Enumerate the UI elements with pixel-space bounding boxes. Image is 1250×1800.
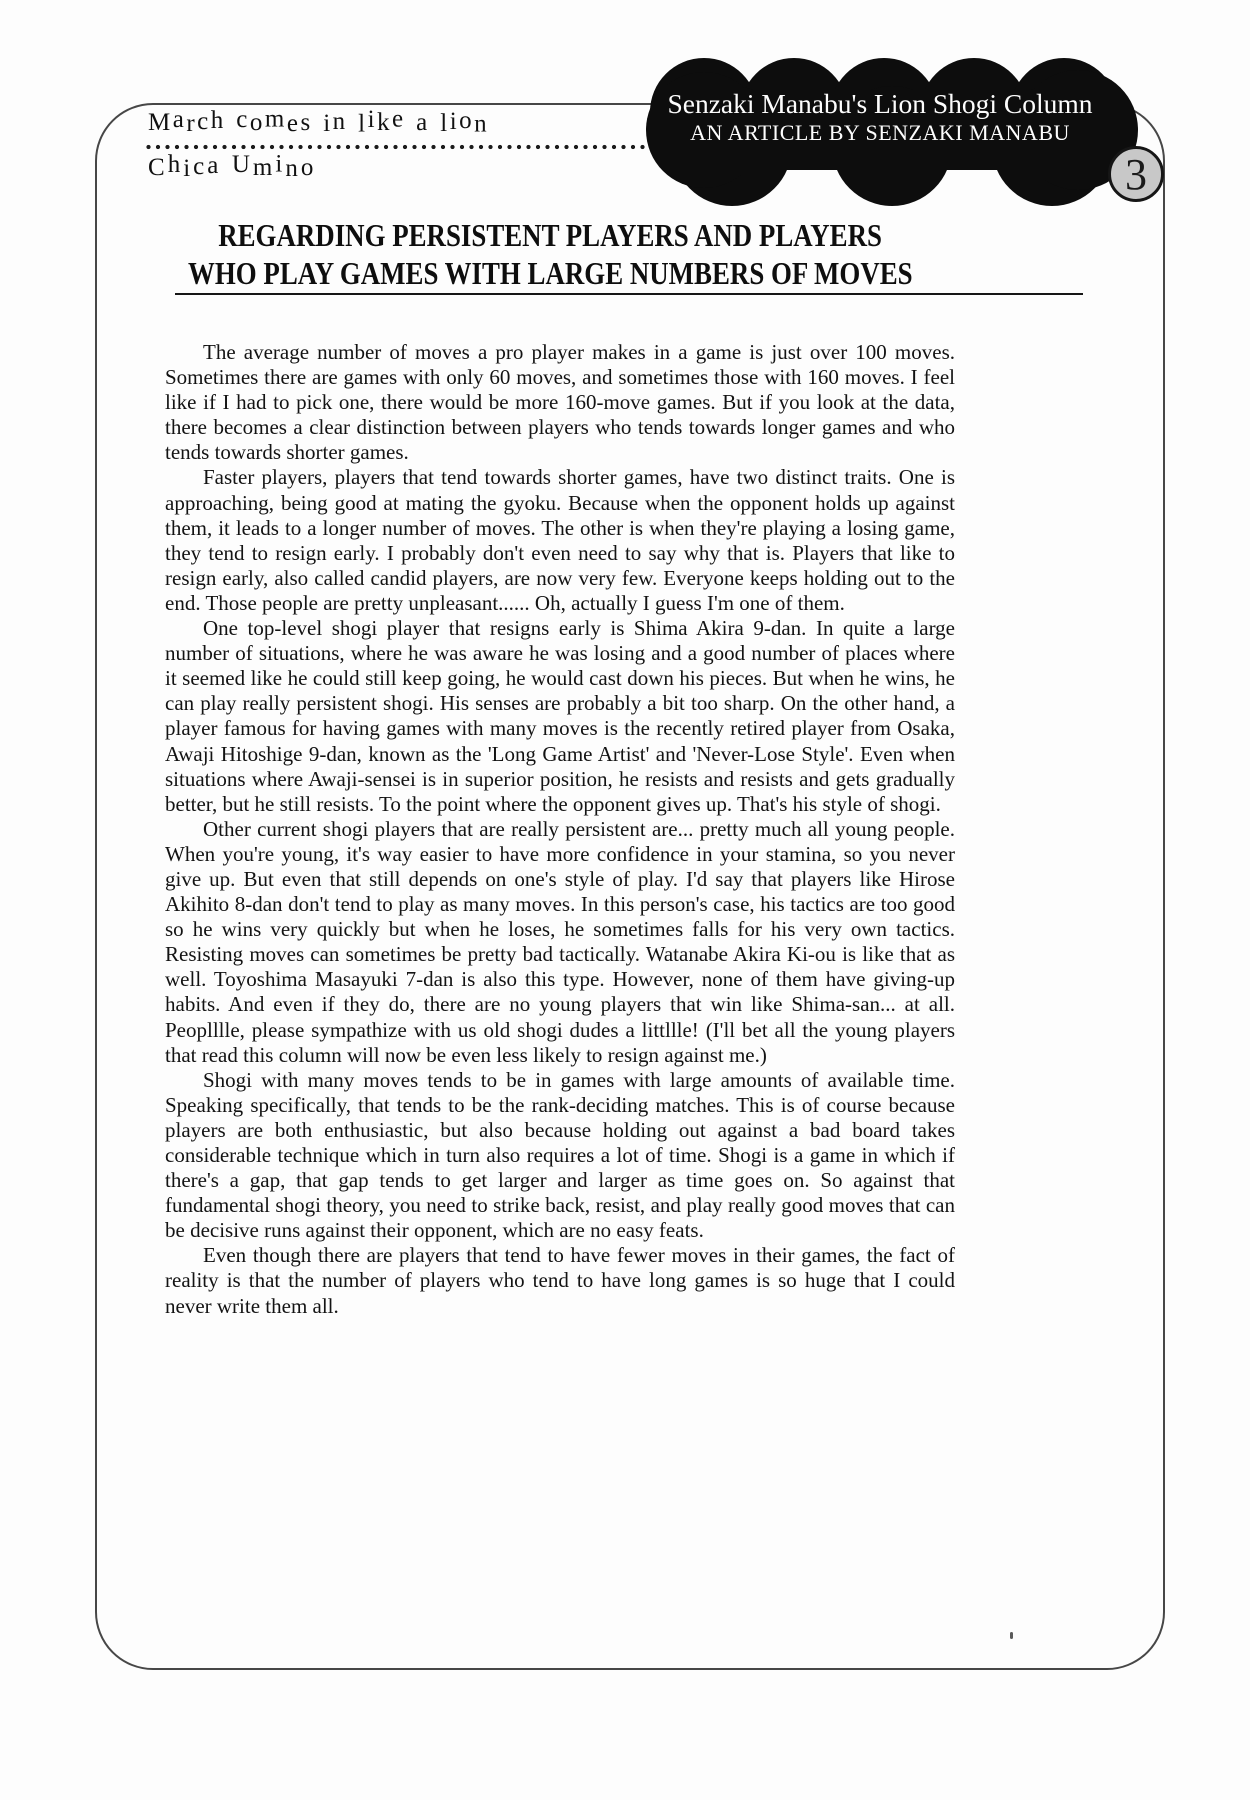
- badge-subtitle: AN ARTICLE BY SENZAKI MANABU: [690, 120, 1070, 145]
- paragraph-4: Other current shogi players that are really persistent are... pretty much all young people. When you're young, it's way easier to have more confidence in your stamina, so you never give up. But even that still depends on one's style of play. I'd say that players like Hirose Akihito 8-dan don't tend to play as many moves. In this person's case, his tactics are too good so he wins very quickly but when he loses, he sometimes falls for his very own tactics. Resisting moves can sometimes be pretty bad tactically. Watanabe Akira Ki-ou is like that as well. Toyoshima Masayuki 7-dan is also this type. However, none of them have giving-up habits. And even if they do, there are no young players that win like Shima-san... at all. Peoplllle, please sympathize with us old shogi dudes a littllle! (I'll bet all the young players that read this column will now be even less likely to resign against me.): [165, 816, 955, 1067]
- paragraph-6: Even though there are players that tend to have fewer moves in their games, the fact of reality is that the number of players who tend to have long games is so huge that I could never write them all.: [165, 1243, 955, 1318]
- print-speck: [1010, 1632, 1013, 1639]
- article-title: [110, 216, 990, 292]
- column-badge: [650, 88, 1110, 146]
- paragraph-5: Shogi with many moves tends to be in games with large amounts of available time. Speaking specifically, that tends to be the rank-deciding matches. This is of course because players are both enthusiastic, but also because holding out against a bad board takes considerable technique which in turn also requires a lot of time. Shogi is a game in which if there's a gap, that gap tends to get larger and larger as time goes on. So against that fundamental shogi theory, you need to strike back, resist, and play really good moves that can be decisive runs against their opponent, which are no easy feats.: [165, 1067, 955, 1243]
- series-title: March comes in like a lion: [148, 105, 490, 138]
- issue-number: 3: [1125, 149, 1147, 199]
- title-underline: [175, 293, 1083, 295]
- paragraph-1: The average number of moves a pro player makes in a game is just over 100 moves. Sometimes there are games with only 60 moves, and sometimes those with 160 moves. I feel like if I had to pick one, there would be more 160-move games. But if you look at the data, there becomes a clear distinction between players who tends towards longer games and who tends towards shorter games.: [165, 340, 955, 465]
- issue-number-circle: [1108, 146, 1164, 202]
- article-title-line2: WHO PLAY GAMES WITH LARGE NUMBERS OF MOVES: [187, 255, 913, 291]
- badge-title: Senzaki Manabu's Lion Shogi Column: [667, 88, 1093, 119]
- paragraph-2: Faster players, players that tend towards shorter games, have two distinct traits. One is approaching, being good at mating the gyoku. Because when the opponent holds up against them, it leads to a longer number of moves. The other is when they're playing a losing game, they tend to resign early. I probably don't even need to say why that is. Players that like to resign early, also called candid players, are now very few. Everyone keeps holding out to the end. Those people are pretty unpleasant...... Oh, actually I guess I'm one of them.: [165, 465, 955, 615]
- article-body: [165, 340, 955, 1319]
- author-name: Chica Umino: [148, 150, 317, 182]
- article-title-line1: REGARDING PERSISTENT PLAYERS AND PLAYERS: [218, 217, 882, 253]
- dotted-divider: [146, 144, 646, 150]
- paragraph-3: One top-level shogi player that resigns early is Shima Akira 9-dan. In quite a large number of situations, where he was aware he was losing and a good number of places where it seemed like he could still keep going, he would cast down his pieces. But when he wins, he can play really persistent shogi. His senses are probably a bit too sharp. On the other hand, a player famous for having games with many moves is the recently retired player from Osaka, Awaji Hitoshige 9-dan, known as the 'Long Game Artist' and 'Never-Lose Style'. Even when situations where Awaji-sensei is in superior position, he resists and resists and gets gradually better, but he still resists. To the point where the opponent gives up. That's his style of shogi.: [165, 616, 955, 816]
